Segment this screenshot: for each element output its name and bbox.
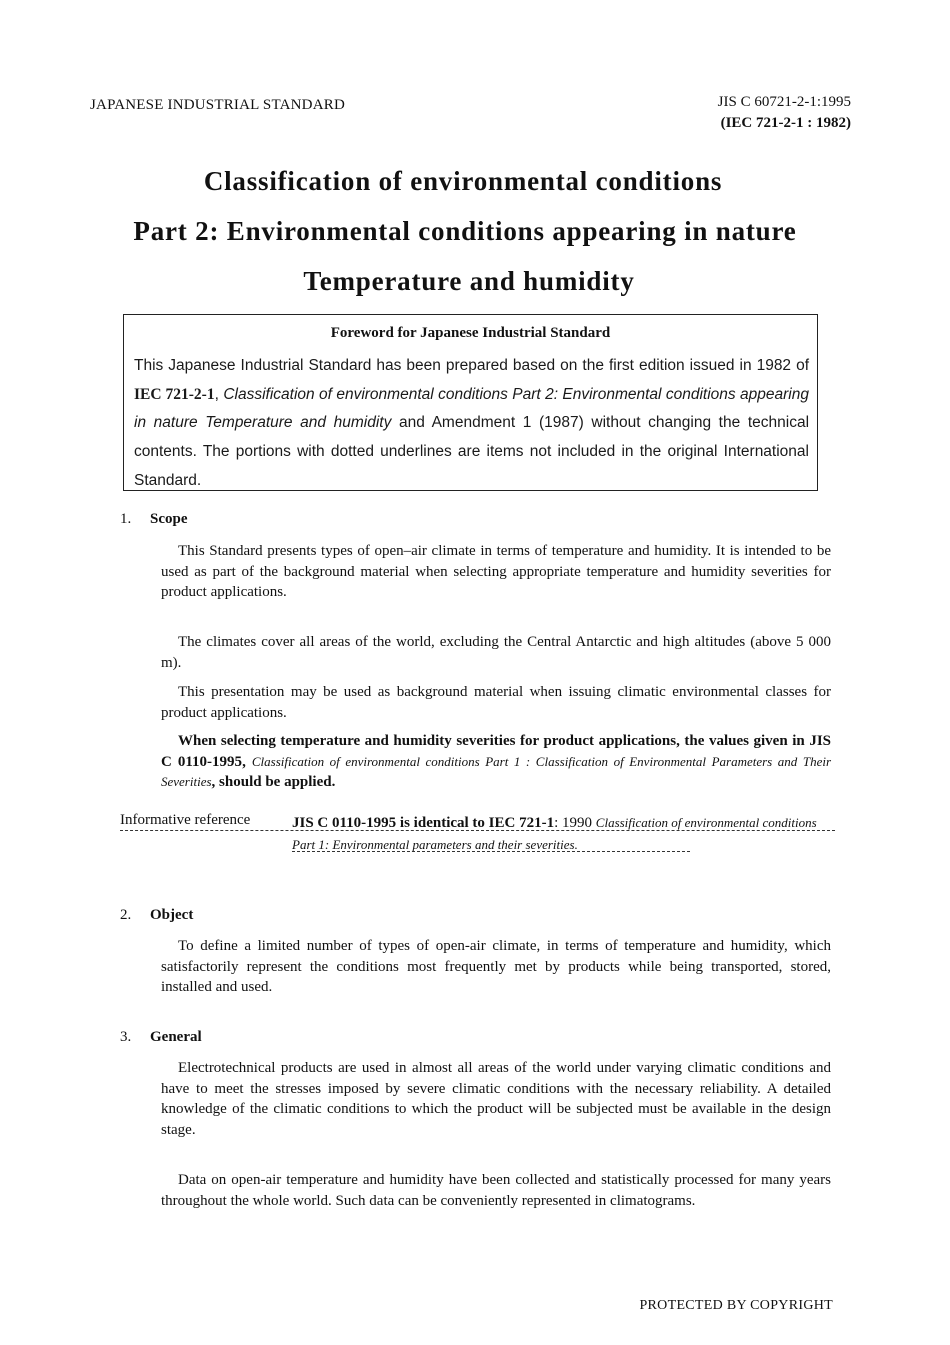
- header-standard-numbers: [718, 92, 851, 134]
- foreword-italic-title: Classification of environmental conditions Part 2: Environmental conditions appearing in nature Temperature and humidity: [134, 385, 809, 432]
- title-line-3: Temperature and humidity: [303, 266, 635, 296]
- informative-reference-label: Informative reference: [120, 812, 251, 828]
- scope-paragraph-3: This presentation may be used as background material when issuing climatic environmental classes for product applications.: [161, 684, 831, 721]
- section-2-heading: [120, 907, 193, 924]
- foreword-text-a: This Japanese Industrial Standard has been prepared based on the first edition issued in 1982 of: [134, 357, 809, 374]
- informative-reference-text: [292, 812, 837, 856]
- scope-p4-c: , should be applied.: [211, 774, 336, 790]
- informative-text-a: JIS C 0110-1995 is identical to IEC 721-1: [292, 815, 555, 831]
- scope-p4-a: When selecting temperature and humidity severities for product applications, the values given in: [178, 733, 810, 749]
- foreword-iec-ref: IEC 721-2-1: [134, 385, 215, 403]
- title-line-2: Part 2: Environmental conditions appearing in nature: [133, 216, 797, 246]
- section-3-heading: [120, 1029, 202, 1046]
- informative-text-b: : 1990: [554, 815, 596, 831]
- foreword-heading: Foreword for Japanese Industrial Standard: [330, 325, 611, 341]
- section-2-number: 2.: [120, 907, 132, 923]
- scope-p4-jis: JIS C 0110-1995: [161, 733, 831, 770]
- foreword-text: [134, 352, 809, 496]
- foreword-text-c: and Amendment 1 (1987) without changing the technical contents. The portions with dotted underlines are items not included in the original International Standard.: [134, 414, 810, 489]
- dotted-underline-1: [120, 830, 835, 831]
- scope-paragraph-4: [161, 731, 831, 793]
- scope-p4-b: ,: [242, 753, 252, 770]
- section-3-title: General: [150, 1029, 202, 1045]
- section-3-number: 3.: [120, 1029, 132, 1045]
- jis-number: JIS C 60721-2-1:1995: [717, 94, 851, 110]
- copyright-footer: PROTECTED BY COPYRIGHT: [639, 1298, 833, 1313]
- section-1-number: 1.: [120, 511, 132, 527]
- section-2-title: Object: [150, 907, 194, 923]
- header-standard-name: JAPANESE INDUSTRIAL STANDARD: [90, 97, 345, 113]
- general-paragraph-2: Data on open-air temperature and humidity have been collected and statistically processed for many years throughout the whole world. Such data can be conveniently represented in climatograms.: [161, 1172, 831, 1209]
- dotted-underline-2: [292, 851, 690, 852]
- scope-paragraph-2: The climates cover all areas of the world, excluding the Central Antarctic and high altitudes (above 5 000 m).: [161, 634, 831, 671]
- informative-text-italic: Classification of environmental conditions Part 1: Environmental parameters and their severities.: [292, 815, 817, 852]
- object-paragraph: To define a limited number of types of open-air climate, in terms of temperature and humidity, which satisfactorily represent the conditions most frequently met by products while being transported, stored, installed and used.: [161, 938, 831, 995]
- iec-number: (IEC 721-2-1 : 1982): [720, 115, 851, 131]
- foreword-box: [123, 314, 818, 491]
- general-paragraph-1: Electrotechnical products are used in almost all areas of the world under varying climatic conditions and have to meet the stresses imposed by severe climatic conditions with the necessary reliability. A detailed knowledge of the climatic conditions to which the product will be subjected must be available in the design stage.: [161, 1060, 831, 1138]
- scope-paragraph-1: This Standard presents types of open–air climate in terms of temperature and humidity. It is intended to be used as part of the background material when selecting appropriate temperature and humidity severities for product applications.: [161, 543, 831, 600]
- section-1-heading: [120, 511, 188, 528]
- title-line-1: Classification of environmental conditions: [203, 166, 723, 196]
- scope-p4-italic: Classification of environmental conditions Part 1 : Classification of Environmental Parameters and Their Severities: [161, 753, 832, 789]
- section-1-title: Scope: [150, 511, 188, 527]
- foreword-text-b: ,: [214, 385, 224, 403]
